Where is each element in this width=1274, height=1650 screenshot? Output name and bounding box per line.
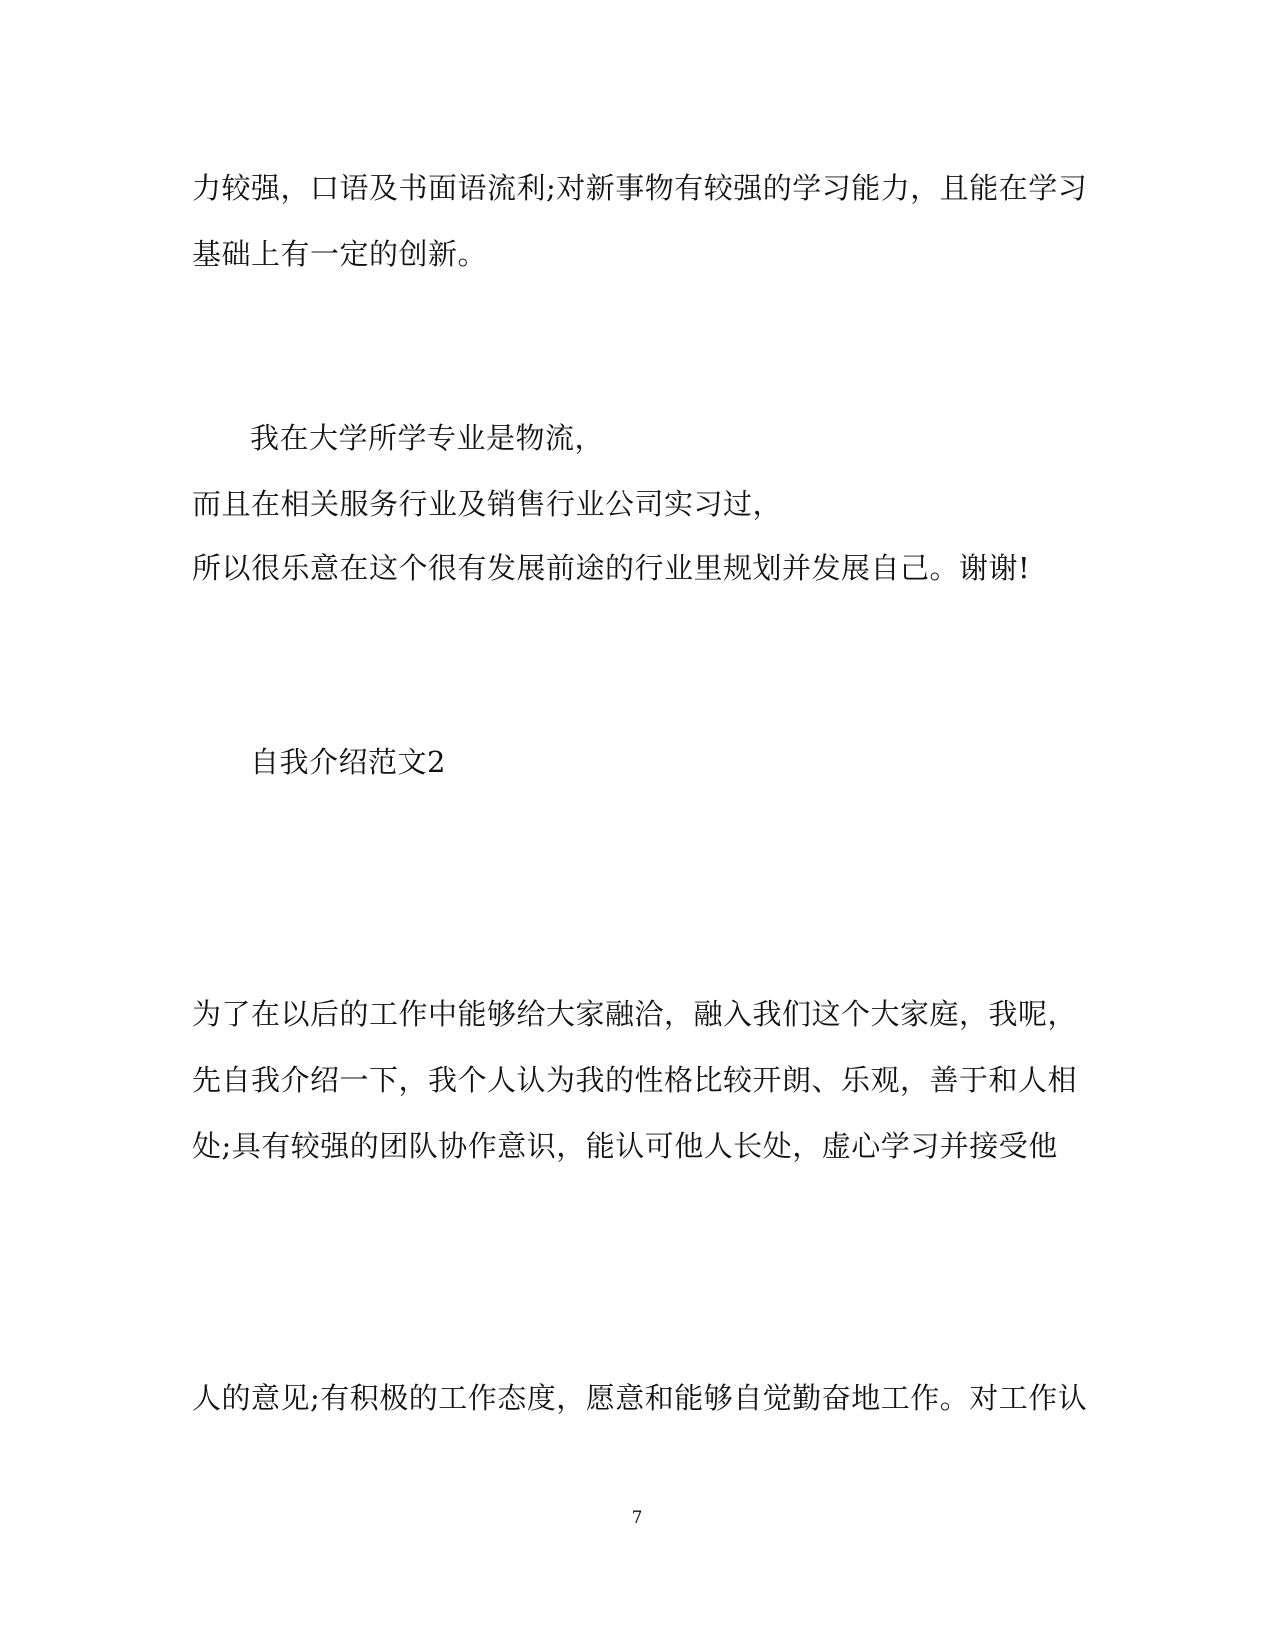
paragraph-line: 先自我介绍一下，我个人认为我的性格比较开朗、乐观，善于和人相 [192,1063,1078,1097]
page-number: 7 [631,1508,643,1528]
paragraph-line: 处;具有较强的团队协作意识，能认可他人长处，虚心学习并接受他 [192,1129,1058,1163]
paragraph-line: 而且在相关服务行业及销售行业公司实习过， [192,487,783,521]
paragraph-line: 人的意见;有积极的工作态度，愿意和能够自觉勤奋地工作。对工作认 [192,1381,1088,1415]
section-heading: 自我介绍范文2 [250,745,446,779]
paragraph-line: 我在大学所学专业是物流， [250,421,605,455]
paragraph-line: 为了在以后的工作中能够给大家融洽，融入我们这个大家庭，我呢， [192,997,1078,1031]
paragraph-line: 所以很乐意在这个很有发展前途的行业里规划并发展自己。谢谢! [192,551,1031,585]
paragraph-line: 基础上有一定的创新。 [192,237,488,271]
paragraph-line: 力较强，口语及书面语流利;对新事物有较强的学习能力，且能在学习 [192,171,1088,205]
